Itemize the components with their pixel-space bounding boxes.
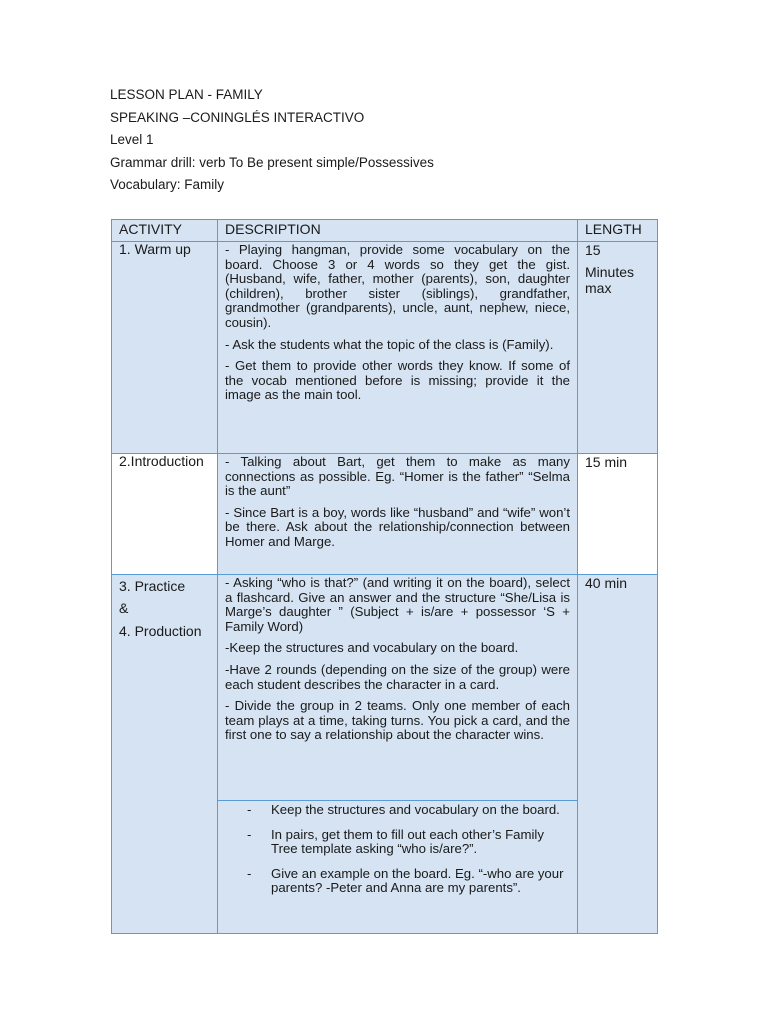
production-list	[225, 803, 570, 896]
list-item-text: In pairs, get them to fill out each other’s Family Tree template asking “who is/are?”.	[271, 826, 544, 857]
lesson-subtitle: SPEAKING –CONINGLÉS INTERACTIVO	[110, 109, 365, 125]
activity-practice: 3. Practice	[119, 578, 186, 594]
warmup-paragraph: - Get them to provide other words they know. If some of the vocab mentioned before is missing; provide it the image as the main tool.	[225, 358, 570, 403]
table-row-practice	[112, 575, 658, 801]
header-activity: ACTIVITY	[112, 220, 218, 242]
lesson-title: LESSON PLAN - FAMILY	[110, 87, 263, 102]
activity-ampersand: &	[119, 600, 129, 617]
intro-paragraph: - Since Bart is a boy, words like “husband” and “wife” won’t be there. Ask about the relationship/connection between Homer and Marge.	[225, 504, 570, 549]
description-warmup	[218, 242, 578, 454]
document-header	[110, 84, 434, 197]
list-item-text: Give an example on the board. Eg. “-who are your parents? -Peter and Anna are my parents”.	[271, 865, 564, 896]
header-description: DESCRIPTION	[218, 220, 578, 242]
table-header-row	[112, 220, 658, 242]
table-row-introduction	[112, 454, 658, 575]
dash-mark: -	[247, 802, 252, 817]
table-row-warmup	[112, 242, 658, 454]
length-warmup	[578, 242, 658, 454]
length-introduction: 15 min	[578, 454, 658, 575]
length-line: Minutes	[585, 264, 635, 280]
activity-warmup: 1. Warm up	[112, 242, 218, 454]
practice-paragraph: -Have 2 rounds (depending on the size of the group) were each student describes the character in a card.	[225, 661, 570, 692]
list-item	[225, 867, 570, 896]
description-production	[218, 801, 578, 934]
warmup-paragraph: - Playing hangman, provide some vocabulary on the board. Choose 3 or 4 words so they get the gist. (Husband, wife, father, mother (parents), son, daughter (children), brother sister (siblings), grandfather, grandmother (grandparents), uncle, aunt, nephew, niece, cousin).	[225, 242, 570, 330]
vocabulary-topic: Vocabulary: Family	[110, 177, 225, 192]
intro-paragraph: - Talking about Bart, get them to make as many connections as possible. Eg. “Homer is the father” “Selma is the aunt”	[225, 454, 570, 499]
length-line: 15	[585, 242, 601, 258]
lesson-plan-table	[111, 219, 658, 934]
list-item	[225, 828, 570, 857]
length-practice: 40 min	[578, 575, 658, 934]
lesson-level: Level 1	[110, 132, 154, 147]
dash-mark: -	[247, 865, 252, 881]
activity-introduction: 2.Introduction	[112, 454, 218, 575]
dash-mark: -	[247, 826, 252, 842]
activity-practice-production	[112, 575, 218, 934]
header-length: LENGTH	[578, 220, 658, 242]
description-practice	[218, 575, 578, 801]
activity-production: 4. Production	[119, 622, 202, 639]
practice-paragraph: -Keep the structures and vocabulary on the board.	[225, 640, 519, 656]
warmup-paragraph: - Ask the students what the topic of the class is (Family).	[225, 336, 554, 352]
list-item	[225, 803, 570, 818]
practice-paragraph: - Divide the group in 2 teams. Only one member of each team plays at a time, taking turns. You pick a card, and the first one to say a relationship about the character wins.	[225, 698, 570, 743]
practice-paragraph: - Asking “who is that?” (and writing it on the board), select a flashcard. Give an answer and the structure “She/Lisa is Marge’s daughter ” (Subject + is/are + possessor ‘S + Family Word)	[225, 575, 570, 634]
length-line: max	[585, 280, 612, 296]
grammar-drill: Grammar drill: verb To Be present simple/Possessives	[110, 154, 434, 170]
description-introduction	[218, 454, 578, 575]
list-item-text: Keep the structures and vocabulary on the board.	[271, 802, 560, 817]
